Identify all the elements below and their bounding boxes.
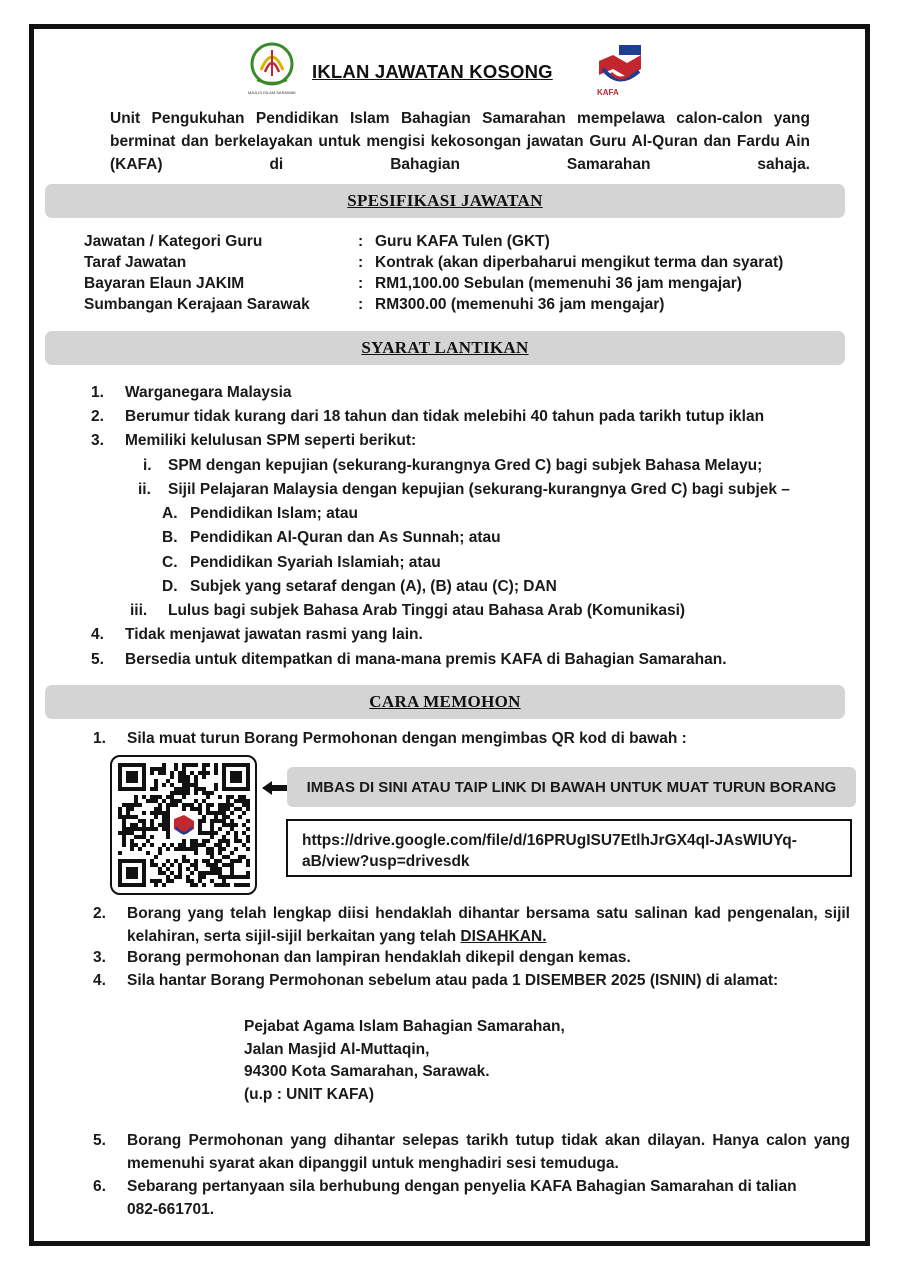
list-item: Memiliki kelulusan SPM seperti berikut: <box>125 432 417 449</box>
list-num: C. <box>162 554 178 571</box>
spec-label: Taraf Jawatan <box>84 254 187 271</box>
scan-instruction-banner: IMBAS DI SINI ATAU TAIP LINK DI BAWAH UNTUK MUAT TURUN BORANG <box>287 767 856 807</box>
list-item: SPM dengan kepujian (sekurang-kurangnya Gred C) bagi subjek Bahasa Melayu; <box>168 457 763 474</box>
disahkan-emphasis: DISAHKAN. <box>460 928 547 945</box>
phone-number: 082-661701. <box>127 1201 215 1218</box>
section-heading: CARA MEMOHON <box>369 692 521 711</box>
majlis-islam-logo <box>247 40 297 96</box>
list-item: Pendidikan Islam; atau <box>190 505 358 522</box>
list-item: Sijil Pelajaran Malaysia dengan kepujian (sekurang-kurangnya Gred C) bagi subjek – <box>168 481 790 498</box>
list-num: ii. <box>138 481 151 498</box>
list-num: 1. <box>91 384 104 401</box>
list-item: Pendidikan Syariah Islamiah; atau <box>190 554 441 571</box>
list-item: Subjek yang setaraf dengan (A), (B) atau (C); DAN <box>190 578 557 595</box>
intro-paragraph: Unit Pengukuhan Pendidikan Islam Bahagian Samarahan mempelawa calon-calon yang berminat dan berkelayakan untuk mengisi kekosongan jawatan Guru Al-Quran dan Fardu Ain (KAFA) di Bahagian Samarahan sahaja. <box>110 110 810 173</box>
section-heading: SPESIFIKASI JAWATAN <box>347 191 543 210</box>
kafa-logo <box>593 45 649 97</box>
list-item: Warganegara Malaysia <box>125 384 292 401</box>
section-syarat-lantikan <box>45 331 845 365</box>
list-num: 5. <box>93 1132 106 1149</box>
address-line: (u.p : UNIT KAFA) <box>244 1086 375 1103</box>
section-spesifikasi <box>45 184 845 218</box>
address-line: 94300 Kota Samarahan, Sarawak. <box>244 1063 490 1080</box>
list-num: iii. <box>130 602 148 619</box>
download-link-box[interactable] <box>286 819 852 877</box>
list-num: B. <box>162 529 178 546</box>
section-heading: SYARAT LANTIKAN <box>361 338 529 357</box>
spec-colon: : <box>358 275 364 292</box>
list-item: Borang yang telah lengkap diisi hendaklah dihantar bersama satu salinan kad pengenalan, sijil <box>127 905 850 922</box>
list-item: Sila muat turun Borang Permohonan dengan mengimbas QR kod di bawah : <box>127 730 687 747</box>
list-item: Berumur tidak kurang dari 18 tahun dan tidak melebihi 40 tahun pada tarikh tutup iklan <box>125 408 765 425</box>
list-num: 1. <box>93 730 106 747</box>
list-num: 4. <box>93 972 106 989</box>
list-item: Lulus bagi subjek Bahasa Arab Tinggi atau Bahasa Arab (Komunikasi) <box>168 602 686 619</box>
list-num: A. <box>162 505 178 522</box>
spec-value: Kontrak (akan diperbaharui mengikut terma dan syarat) <box>375 254 784 271</box>
list-num: 5. <box>91 651 104 668</box>
address-line: Pejabat Agama Islam Bahagian Samarahan, <box>244 1018 565 1035</box>
list-item: Pendidikan Al-Quran dan As Sunnah; atau <box>190 529 501 546</box>
list-item: Borang Permohonan yang dihantar selepas tarikh tutup tidak akan dilayan. Hanya calon yang <box>127 1132 850 1149</box>
section-cara-memohon <box>45 685 845 719</box>
list-num: D. <box>162 578 178 595</box>
list-num: 4. <box>91 626 104 643</box>
spec-label: Sumbangan Kerajaan Sarawak <box>84 296 310 313</box>
svg-text:MAJLIS ISLAM SARAWAK: MAJLIS ISLAM SARAWAK <box>248 90 296 95</box>
page-title: IKLAN JAWATAN KOSONG <box>312 61 553 82</box>
download-link-text[interactable]: aB/view?usp=drivesdk <box>302 853 470 870</box>
list-item-continued: memenuhi syarat akan dipanggil untuk menghadiri sesi temuduga. <box>127 1155 619 1172</box>
spec-label: Bayaran Elaun JAKIM <box>84 275 245 292</box>
spec-colon: : <box>358 254 364 271</box>
address-line: Jalan Masjid Al-Muttaqin, <box>244 1041 430 1058</box>
spec-label: Jawatan / Kategori Guru <box>84 233 263 250</box>
list-item: Sebarang pertanyaan sila berhubung dengan penyelia KAFA Bahagian Samarahan di talian <box>127 1178 797 1195</box>
list-num: 2. <box>93 905 106 922</box>
spec-value: RM300.00 (memenuhi 36 jam mengajar) <box>375 296 665 313</box>
list-num: 3. <box>93 949 106 966</box>
list-item-continued: kelahiran, serta sijil-sijil berkaitan yang telah DISAHKAN. <box>127 928 547 945</box>
list-num: i. <box>143 457 152 474</box>
list-item: Sila hantar Borang Permohonan sebelum atau pada 1 DISEMBER 2025 (ISNIN) di alamat: <box>127 972 779 989</box>
spec-value: RM1,100.00 Sebulan (memenuhi 36 jam mengajar) <box>375 275 742 292</box>
download-link-text[interactable]: https://drive.google.com/file/d/16PRUgISU7EtlhJrGX4qI-JAsWIUYq- <box>302 832 797 849</box>
svg-text:KAFA: KAFA <box>597 88 619 97</box>
list-num: 2. <box>91 408 104 425</box>
spec-colon: : <box>358 233 364 250</box>
spec-value: Guru KAFA Tulen (GKT) <box>375 233 550 250</box>
qr-code[interactable] <box>110 755 257 895</box>
spec-colon: : <box>358 296 364 313</box>
list-num: 3. <box>91 432 104 449</box>
list-num: 6. <box>93 1178 106 1195</box>
list-item: Bersedia untuk ditempatkan di mana-mana premis KAFA di Bahagian Samarahan. <box>125 651 727 668</box>
list-item: Borang permohonan dan lampiran hendaklah dikepil dengan kemas. <box>127 949 631 966</box>
list-item: Tidak menjawat jawatan rasmi yang lain. <box>125 626 423 643</box>
